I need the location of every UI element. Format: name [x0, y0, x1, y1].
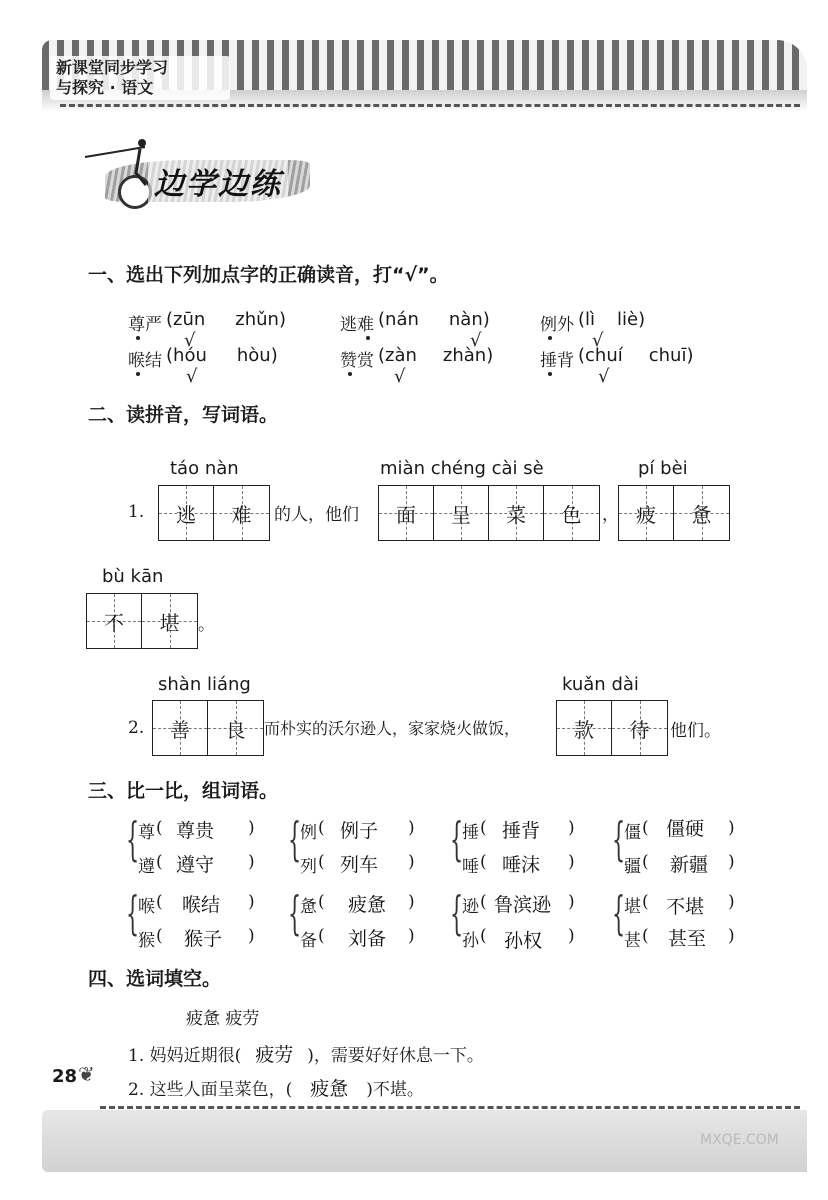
- paren: (: [642, 892, 649, 912]
- q1-word: 逃难: [340, 315, 374, 335]
- watermark: MXQE.COM: [700, 1132, 779, 1148]
- paren: (: [480, 818, 487, 838]
- paren: ): [248, 818, 255, 838]
- paren: (: [156, 892, 163, 912]
- sentence-number: 2.: [128, 718, 145, 738]
- emphasis-dot: [548, 336, 552, 340]
- check-mark: √: [592, 330, 604, 351]
- paren: ): [568, 818, 575, 838]
- page-number: 28: [52, 1066, 78, 1087]
- grid-cell: 菜: [489, 486, 544, 540]
- paren: (: [318, 818, 325, 838]
- answer-word: 不堪: [666, 896, 705, 918]
- grid-cell: 逃: [159, 486, 214, 540]
- emphasis-dot: [136, 372, 140, 376]
- grid-cell: 面: [379, 486, 434, 540]
- q2-heading: 二、读拼音，写词语。: [88, 404, 279, 426]
- compare-char: 孙: [462, 931, 479, 951]
- emphasis-dot: [348, 372, 352, 376]
- paren: (: [480, 852, 487, 872]
- q1-heading: 一、选出下列加点字的正确读音，打“√”。: [88, 264, 449, 286]
- answer-word: 尊贵: [176, 820, 215, 842]
- answer-word: 孙权: [504, 930, 543, 952]
- answer-word: 列车: [340, 854, 379, 876]
- writing-grid: [86, 593, 198, 649]
- sentence-text: 的人，他们: [274, 505, 359, 525]
- series-title: [50, 56, 230, 100]
- paren: ): [248, 892, 255, 912]
- paren: (: [480, 892, 487, 912]
- paren: ): [408, 852, 415, 872]
- brace: {: [288, 812, 302, 866]
- compare-char: 堪: [624, 897, 641, 917]
- grid-cell: 堪: [142, 594, 197, 648]
- paren: ): [408, 892, 415, 912]
- brace: {: [450, 886, 464, 940]
- paren: ): [728, 852, 735, 872]
- check-mark: √: [470, 330, 482, 351]
- grid-cell: 色: [544, 486, 599, 540]
- footer-band: [42, 1110, 807, 1172]
- q1-word: 喉结: [128, 351, 162, 371]
- grid-cell: 疲: [619, 486, 674, 540]
- q1-option-row: (lì liè): [578, 309, 646, 330]
- compare-char: 逊: [462, 897, 479, 917]
- paren: ): [728, 818, 735, 838]
- punctuation: 。: [198, 615, 215, 635]
- paren: (: [318, 926, 325, 946]
- answer-word: 刘备: [348, 928, 387, 950]
- grid-cell: 不: [87, 594, 142, 648]
- leaf-icon: ❦: [78, 1062, 95, 1086]
- series-title-line2: 与探究 · 语文: [56, 78, 154, 97]
- q1-option-row: (hóu hòu): [166, 345, 278, 366]
- check-mark: √: [598, 366, 610, 387]
- paren: (: [642, 852, 649, 872]
- paren: (: [642, 818, 649, 838]
- pinyin-label: táo nàn: [170, 458, 239, 479]
- answer-word: 僵硬: [666, 818, 705, 840]
- answer-word: 喉结: [182, 894, 221, 916]
- answer-word: 甚至: [668, 928, 707, 950]
- compare-char: 唾: [462, 857, 479, 877]
- fill-answer: 疲惫: [310, 1078, 349, 1100]
- writing-grid: [556, 700, 668, 756]
- q1-option-row: (zūn zhǔn): [166, 309, 287, 330]
- emphasis-dot: [136, 336, 140, 340]
- writing-grid: [618, 485, 730, 541]
- footer-divider: [100, 1106, 800, 1109]
- writing-grid: [158, 485, 270, 541]
- paren: (: [642, 926, 649, 946]
- paren: ): [408, 926, 415, 946]
- fill-answer: 疲劳: [255, 1044, 294, 1066]
- answer-word: 唾沫: [502, 854, 541, 876]
- compare-char: 遵: [138, 857, 155, 877]
- fill-sentence: 1. 妈妈近期很( 疲劳 )，需要好好休息一下。: [128, 1044, 484, 1066]
- brace: {: [126, 812, 140, 866]
- writing-grid: [152, 700, 264, 756]
- emphasis-dot: [548, 372, 552, 376]
- paren: (: [156, 818, 163, 838]
- compare-char: 备: [300, 931, 317, 951]
- sentence-text: 而朴实的沃尔逊人，家家烧火做饭，: [264, 719, 521, 738]
- answer-word: 遵守: [176, 854, 215, 876]
- answer-word: 新疆: [670, 854, 709, 876]
- writing-grid: [378, 485, 600, 541]
- paren: ): [248, 852, 255, 872]
- answer-word: 猴子: [184, 928, 223, 950]
- paren: ): [568, 892, 575, 912]
- header-divider: [60, 104, 800, 107]
- answer-word: 鲁滨逊: [494, 894, 552, 916]
- emphasis-dot: [366, 336, 370, 340]
- brace: {: [612, 812, 626, 866]
- q1-word: 尊严: [128, 315, 162, 335]
- q1-word: 捶背: [540, 351, 574, 371]
- pinyin-label: miàn chéng cài sè: [380, 458, 544, 479]
- brace: {: [288, 886, 302, 940]
- compare-char: 列: [300, 857, 317, 877]
- word-choices: 疲惫 疲劳: [186, 1009, 260, 1029]
- paren: ): [728, 926, 735, 946]
- grid-cell: 惫: [674, 486, 729, 540]
- paren: ): [728, 892, 735, 912]
- answer-word: 捶背: [502, 820, 541, 842]
- sentence-text: 他们。: [670, 721, 721, 741]
- compare-char: 惫: [300, 897, 317, 917]
- brace: {: [612, 886, 626, 940]
- paren: (: [318, 892, 325, 912]
- q1-option-row: (chuí chuī): [578, 345, 694, 366]
- paren: ): [408, 818, 415, 838]
- compare-char: 猴: [138, 931, 155, 951]
- answer-word: 例子: [340, 820, 379, 842]
- compare-char: 甚: [624, 931, 641, 951]
- q1-option-row: (nán nàn): [378, 309, 490, 330]
- sentence-number: 1.: [128, 502, 145, 522]
- section-title: 边学边练: [148, 159, 288, 203]
- grid-cell: 难: [214, 486, 269, 540]
- pinyin-label: kuǎn dài: [562, 674, 639, 695]
- section-logo: [80, 135, 310, 220]
- q4-heading: 四、选词填空。: [88, 968, 222, 990]
- compare-char: 尊: [138, 823, 155, 843]
- brace: {: [450, 812, 464, 866]
- q3-heading: 三、比一比，组词语。: [88, 780, 279, 802]
- grid-cell: 呈: [434, 486, 489, 540]
- check-mark: √: [184, 330, 196, 351]
- check-mark: √: [186, 366, 198, 387]
- paren: (: [156, 852, 163, 872]
- pinyin-label: pí bèi: [638, 458, 688, 479]
- paren: (: [480, 926, 487, 946]
- series-title-line1: 新课堂同步学习: [56, 58, 169, 77]
- grid-cell: 款: [557, 701, 612, 755]
- fill-sentence: 2. 这些人面呈菜色，( 疲惫 )不堪。: [128, 1078, 424, 1100]
- brace: {: [126, 886, 140, 940]
- grid-cell: 待: [612, 701, 667, 755]
- grid-cell: 良: [208, 701, 263, 755]
- pinyin-label: bù kān: [102, 566, 164, 587]
- check-mark: √: [394, 366, 406, 387]
- grid-cell: 善: [153, 701, 208, 755]
- answer-word: 疲惫: [348, 894, 387, 916]
- q1-option-row: (zàn zhàn): [378, 345, 494, 366]
- paren: ): [568, 852, 575, 872]
- paren: ): [568, 926, 575, 946]
- punctuation: ，: [602, 505, 619, 525]
- pinyin-label: shàn liáng: [158, 674, 251, 695]
- compare-char: 喉: [138, 897, 155, 917]
- q1-word: 赞赏: [340, 351, 374, 371]
- compare-char: 僵: [624, 823, 641, 843]
- paren: (: [318, 852, 325, 872]
- paren: ): [248, 926, 255, 946]
- paren: (: [156, 926, 163, 946]
- q1-word: 例外: [540, 315, 574, 335]
- compare-char: 捶: [462, 823, 479, 843]
- compare-char: 例: [300, 823, 317, 843]
- compare-char: 疆: [624, 857, 641, 877]
